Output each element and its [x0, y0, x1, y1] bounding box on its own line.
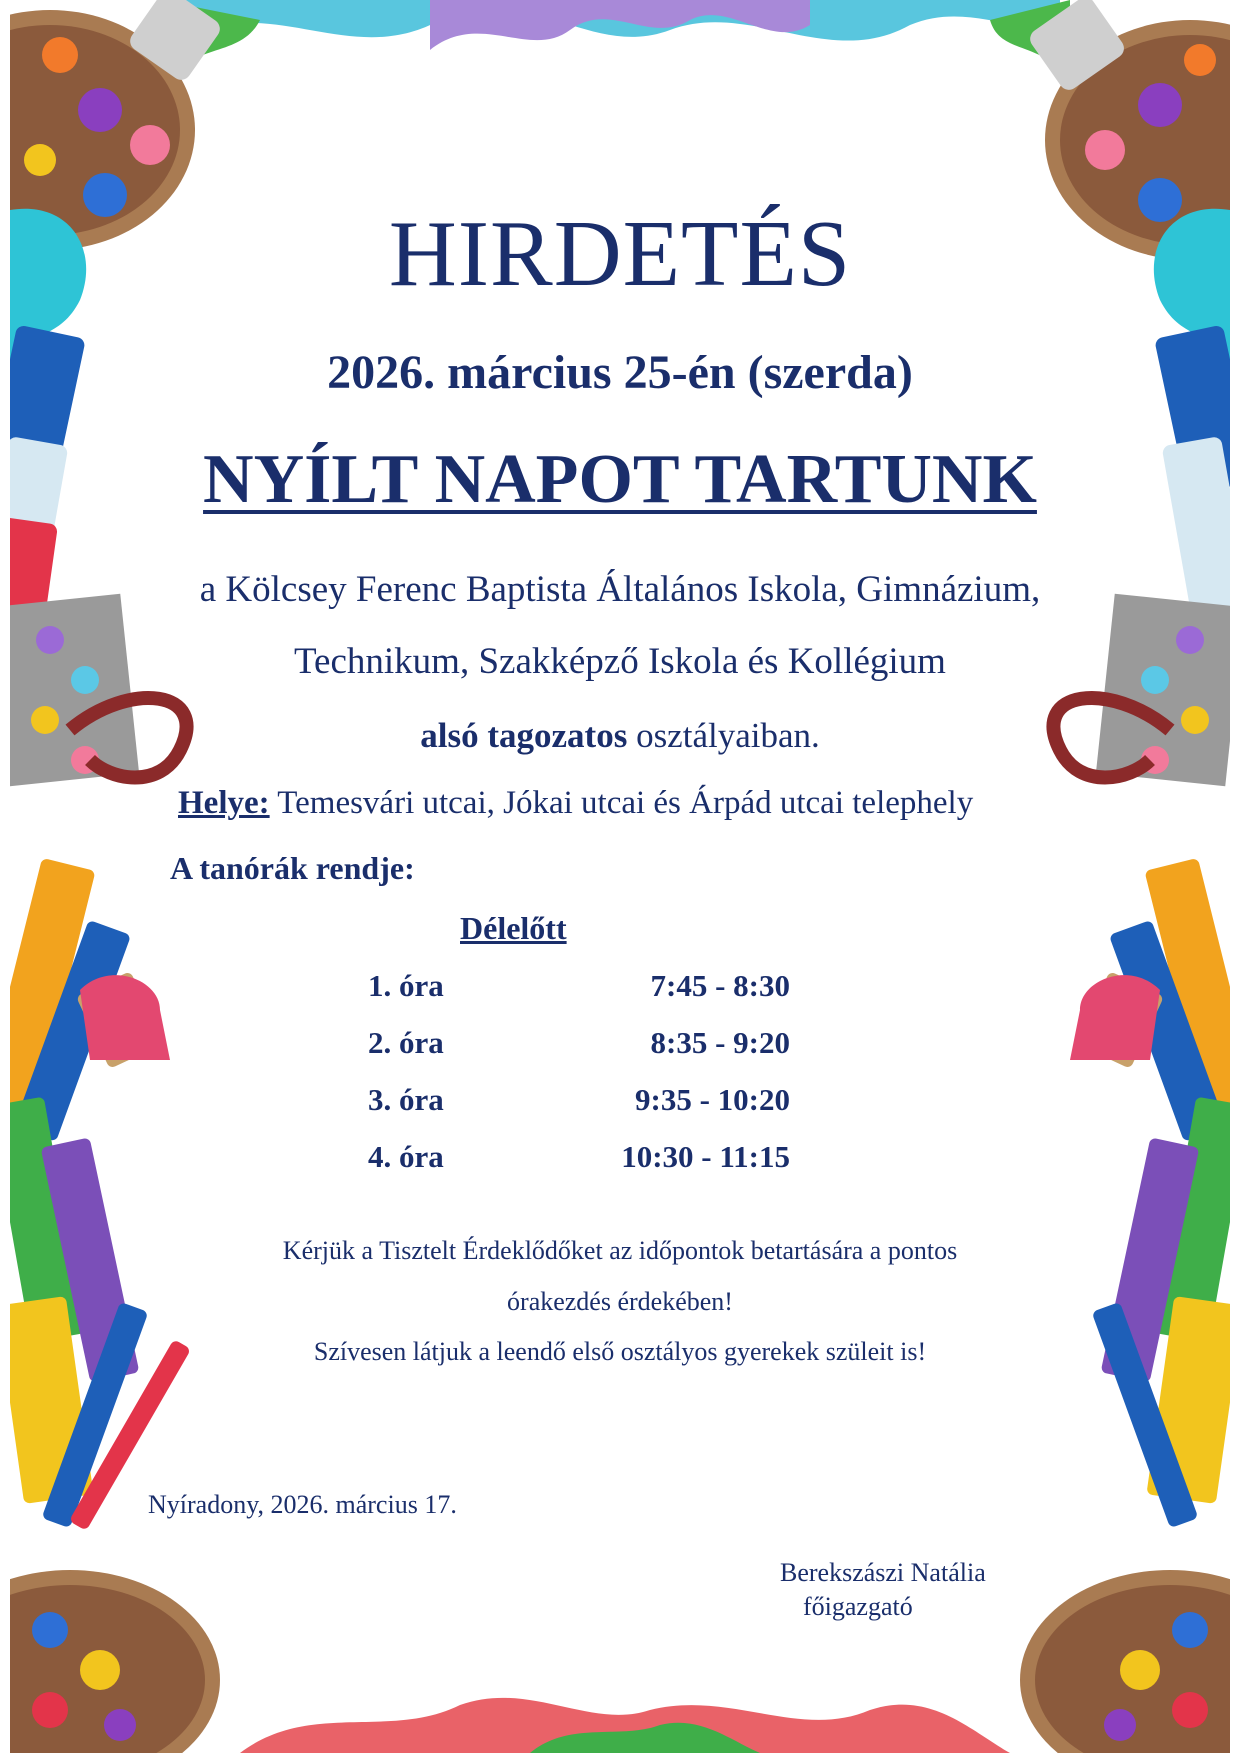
event-headline — [10, 440, 1230, 520]
grade-rest: osztályaiban. — [627, 716, 820, 755]
note-line-1: Kérjük a Tisztelt Érdeklődőket az időpontok betartására a pontos — [282, 1236, 958, 1265]
school-name-line-2: Technikum, Szakképző Iskola és Kollégium — [294, 641, 946, 682]
event-headline-text: NYÍLT NAPOT TARTUNK — [203, 441, 1037, 518]
signer-role: főigazgató — [803, 1592, 913, 1621]
lesson-time: 7:45 - 8:30 — [650, 968, 790, 1003]
event-date: 2026. március 25-én (szerda) — [327, 346, 913, 399]
poster-title: HIRDETÉS — [388, 202, 852, 306]
lesson-time: 10:30 - 11:15 — [621, 1139, 790, 1174]
poster-content — [10, 0, 1230, 1753]
lesson-label: 1. óra — [368, 968, 444, 1003]
place-and-date: Nyíradony, 2026. március 17. — [148, 1490, 457, 1519]
note-line-3: Szívesen látjuk a leendő első osztályos gyerekek szüleit is! — [313, 1337, 927, 1366]
grade-line — [10, 716, 1230, 756]
location-label: Helye: — [178, 785, 270, 821]
note-line-2: órakezdés érdekében! — [507, 1287, 733, 1316]
lesson-label: 3. óra — [368, 1082, 444, 1117]
location-value: Temesvári utcai, Jókai utcai és Árpád utcai telephely — [269, 785, 974, 821]
lesson-label: 2. óra — [368, 1025, 444, 1060]
lessons-title: A tanórák rendje: — [170, 850, 415, 886]
grade-bold: alsó tagozatos — [420, 716, 628, 755]
signer-name: Berekszászi Natália — [780, 1558, 986, 1587]
location-line — [178, 785, 973, 822]
lesson-time: 9:35 - 10:20 — [635, 1082, 790, 1117]
school-name-line-1: a Kölcsey Ferenc Baptista Általános Iskola, Gimnázium, — [199, 569, 1041, 610]
lesson-label: 4. óra — [368, 1139, 444, 1174]
lesson-time: 8:35 - 9:20 — [650, 1025, 790, 1060]
morning-heading: Délelőtt — [460, 910, 567, 946]
poster-page — [10, 0, 1230, 1753]
